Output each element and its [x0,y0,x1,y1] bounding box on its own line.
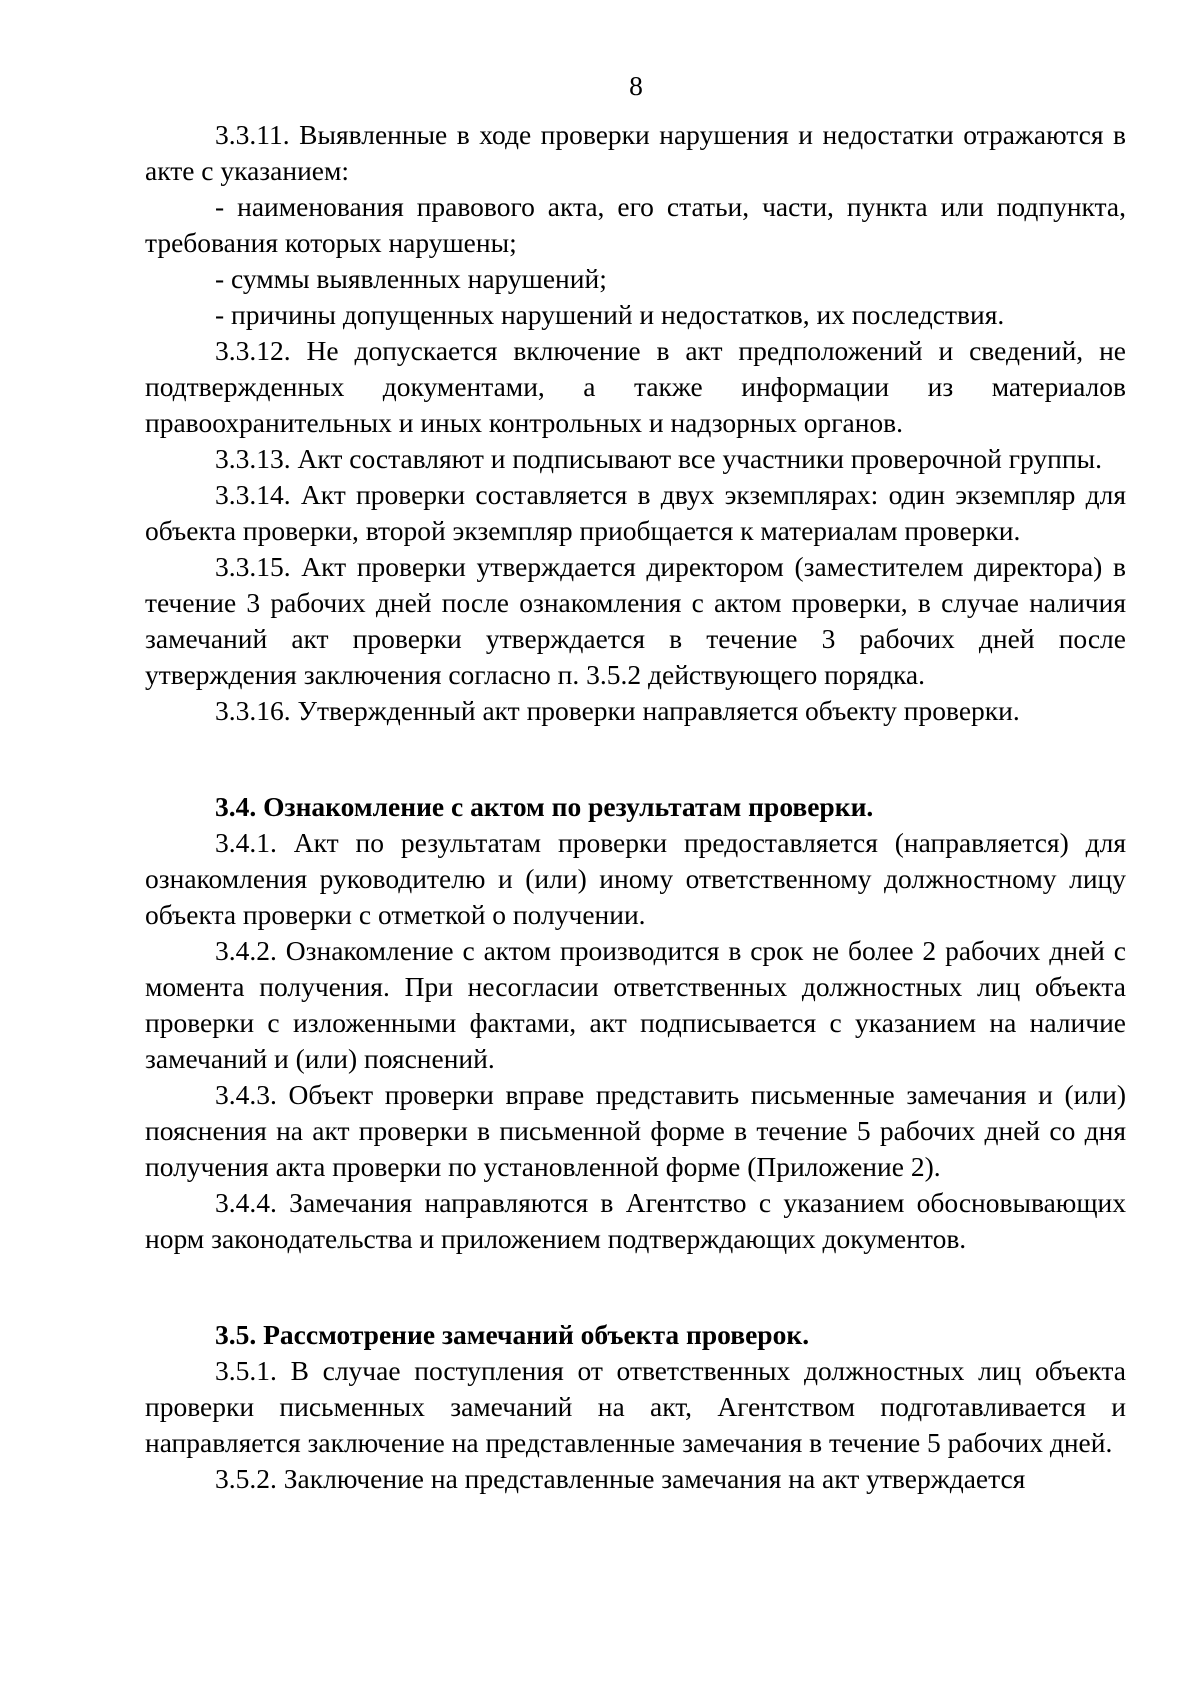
paragraph-3-3-14: 3.3.14. Акт проверки составляется в двух экземплярах: один экземпляр для объекта проверки, второй экземпляр приобщается к материалам проверки. [145,479,1126,546]
page-number: 8 [629,70,643,101]
section-title-3-5: 3.5. Рассмотрение замечаний объекта проверок. [215,1319,810,1350]
paragraph-3-3-15: 3.3.15. Акт проверки утверждается директором (заместителем директора) в течение 3 рабочих дней после ознакомления с актом проверки, в случае наличия замечаний акт проверки утверждается в течение 3 рабочих дней после утверждения заключения согласно п. 3.5.2 действующего порядка. [145,551,1126,690]
section-title-3-4: 3.4. Ознакомление с актом по результатам проверки. [215,791,874,822]
paragraph-3-4-1: 3.4.1. Акт по результатам проверки предоставляется (направляется) для ознакомления руководителю и (или) иному ответственному должностному лицу объекта проверки с отметкой о получении. [145,827,1126,930]
list-item-causes: - причины допущенных нарушений и недостатков, их последствия. [215,299,1005,330]
section-spacer [145,729,1126,789]
section-spacer [145,1257,1126,1317]
paragraph-3-3-12: 3.3.12. Не допускается включение в акт предположений и сведений, не подтвержденных документами, а также информации из материалов правоохранительных и иных контрольных и надзорных органов. [145,335,1126,438]
list-item-violation-sums: - суммы выявленных нарушений; [215,263,607,294]
paragraph-3-3-13: 3.3.13. Акт составляют и подписывают все участники проверочной группы. [215,443,1102,474]
document-body [145,117,1126,1497]
paragraph-3-5-1: 3.5.1. В случае поступления от ответственных должностных лиц объекта проверки письменных замечаний на акт, Агентством подготавливается и направляется заключение на представленные замечания в течение 5 рабочих дней. [145,1355,1126,1458]
paragraph-3-3-11: 3.3.11. Выявленные в ходе проверки нарушения и недостатки отражаются в акте с указанием: [145,119,1126,186]
paragraph-3-4-4: 3.4.4. Замечания направляются в Агентство с указанием обосновывающих норм законодательства и приложением подтверждающих документов. [145,1187,1126,1254]
paragraph-3-4-2: 3.4.2. Ознакомление с актом производится в срок не более 2 рабочих дней с момента получения. При несогласии ответственных должностных лиц объекта проверки с изложенными фактами, акт подписывается с указанием на наличие замечаний и (или) пояснений. [145,935,1126,1074]
list-item-legal-act: - наименования правового акта, его статьи, части, пункта или подпункта, требования которых нарушены; [145,191,1126,258]
paragraph-3-3-16: 3.3.16. Утвержденный акт проверки направляется объекту проверки. [215,695,1020,726]
paragraph-3-5-2: 3.5.2. Заключение на представленные замечания на акт утверждается [215,1463,1026,1494]
paragraph-3-4-3: 3.4.3. Объект проверки вправе представить письменные замечания и (или) пояснения на акт проверки в письменной форме в течение 5 рабочих дней со дня получения акта проверки по установленной форме (Приложение 2). [145,1079,1126,1182]
